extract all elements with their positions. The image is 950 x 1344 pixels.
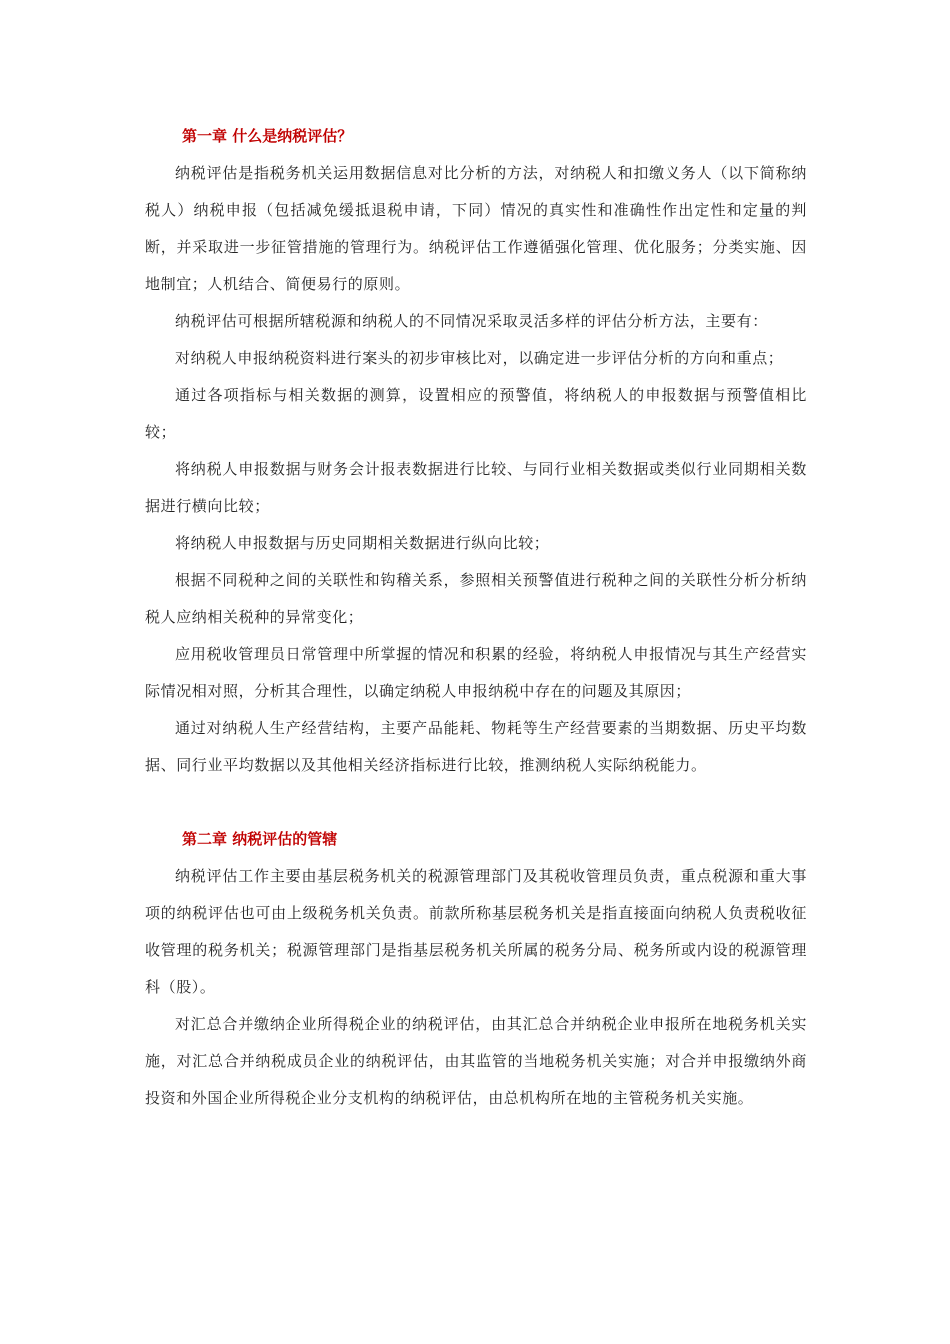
chapter-2-paragraph-1: 纳税评估工作主要由基层税务机关的税源管理部门及其税收管理员负责，重点税源和重大事项的纳税评估也可由上级税务机关负责。前款所称基层税务机关是指直接面向纳税人负责税收征收管理的税务机关；税源管理部门是指基层税务机关所属的税务分局、税务所或内设的税源管理科（股）。 — [145, 867, 807, 996]
chapter-1-paragraph-4: 通过各项指标与相关数据的测算，设置相应的预警值，将纳税人的申报数据与预警值相比较； — [145, 386, 807, 441]
chapter-1-paragraph-3: 对纳税人申报纳税资料进行案头的初步审核比对，以确定进一步评估分析的方向和重点； — [175, 349, 784, 367]
chapter-2-title: 第二章 纳税评估的管辖 — [182, 830, 338, 848]
section-spacer — [145, 784, 807, 821]
chapter-1-section — [145, 118, 807, 784]
chapter-2-paragraph-2: 对汇总合并缴纳企业所得税企业的纳税评估，由其汇总合并纳税企业申报所在地税务机关实施，对汇总合并纳税成员企业的纳税评估，由其监管的当地税务机关实施；对合并申报缴纳外商投资和外国企业所得税企业分支机构的纳税评估，由总机构所在地的主管税务机关实施。 — [145, 1015, 807, 1107]
chapter-1-paragraph-5: 将纳税人申报数据与财务会计报表数据进行比较、与同行业相关数据或类似行业同期相关数据进行横向比较； — [145, 460, 807, 515]
chapter-1-paragraph-9: 通过对纳税人生产经营结构，主要产品能耗、物耗等生产经营要素的当期数据、历史平均数据、同行业平均数据以及其他相关经济指标进行比较，推测纳税人实际纳税能力。 — [145, 719, 807, 774]
chapter-1-paragraph-6: 将纳税人申报数据与历史同期相关数据进行纵向比较； — [175, 534, 550, 552]
chapter-1-paragraph-8: 应用税收管理员日常管理中所掌握的情况和积累的经验，将纳税人申报情况与其生产经营实际情况相对照，分析其合理性，以确定纳税人申报纳税中存在的问题及其原因； — [145, 645, 807, 700]
chapter-1-paragraph-2: 纳税评估可根据所辖税源和纳税人的不同情况采取灵活多样的评估分析方法，主要有： — [175, 312, 768, 330]
document-body — [145, 118, 807, 1117]
chapter-2-section — [145, 821, 807, 1117]
chapter-1-title: 第一章 什么是纳税评估？ — [182, 127, 353, 145]
chapter-1-paragraph-1: 纳税评估是指税务机关运用数据信息对比分析的方法，对纳税人和扣缴义务人（以下简称纳税人）纳税申报（包括减免缓抵退税申请，下同）情况的真实性和准确性作出定性和定量的判断，并采取进一步征管措施的管理行为。纳税评估工作遵循强化管理、优化服务；分类实施、因地制宜；人机结合、简便易行的原则。 — [145, 164, 807, 293]
chapter-1-paragraph-7: 根据不同税种之间的关联性和钩稽关系，参照相关预警值进行税种之间的关联性分析分析纳税人应纳相关税种的异常变化； — [145, 571, 807, 626]
